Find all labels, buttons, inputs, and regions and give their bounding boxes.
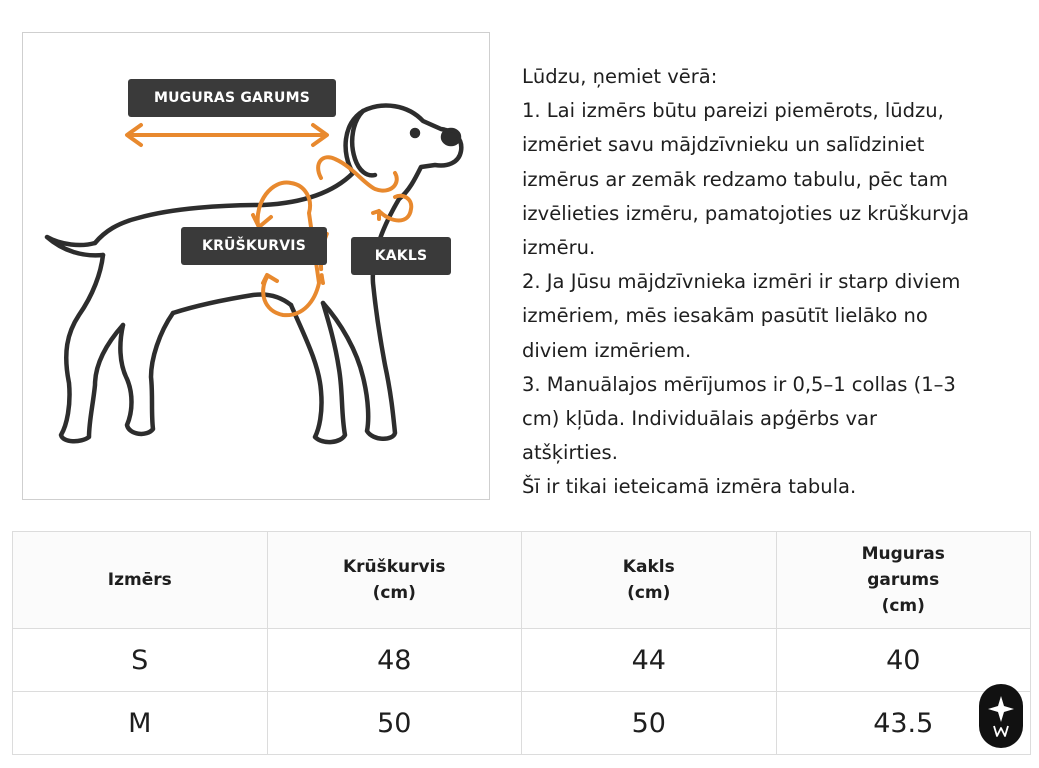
cell-back: 40 xyxy=(776,629,1031,692)
sparkle-icon xyxy=(986,692,1016,740)
notes-line: diviem izmēriem. xyxy=(522,338,692,362)
notes-line: izmēru. xyxy=(522,236,596,260)
table-header-row xyxy=(13,532,1031,629)
notes-line: izmēriet savu mājdzīvnieku un salīdziniet xyxy=(522,133,925,157)
cell-neck: 44 xyxy=(522,629,777,692)
notes-line: 3. Manuālajos mērījumos ir 0,5–1 collas (1–3 xyxy=(522,372,956,396)
cell-neck: 50 xyxy=(522,692,777,755)
notes-line: izmēriem, mēs iesakām pasūtīt lielāko no xyxy=(522,304,928,328)
notes-line: izvēlieties izmēru, pamatojoties uz krūškurvja xyxy=(522,201,970,225)
size-notes xyxy=(522,60,1037,505)
notes-line: cm) kļūda. Individuālais apģērbs var xyxy=(522,407,877,431)
cell-chest: 50 xyxy=(267,692,522,755)
measurement-diagram xyxy=(22,32,490,500)
neck-label: KAKLS xyxy=(351,237,451,275)
notes-line: 2. Ja Jūsu mājdzīvnieka izmēri ir starp diviem xyxy=(522,270,961,294)
header-neck: Kakls (cm) xyxy=(522,532,777,629)
notes-line: Šī ir tikai ieteicamā izmēra tabula. xyxy=(522,475,857,499)
cell-back: 43.5 xyxy=(776,692,1031,755)
header-chest: Krūškurvis (cm) xyxy=(267,532,522,629)
header-back-length: Muguras garums (cm) xyxy=(776,532,1031,629)
sparkle-logo-icon[interactable] xyxy=(979,684,1023,748)
back-length-label: MUGURAS GARUMS xyxy=(128,79,336,117)
cell-size: M xyxy=(13,692,268,755)
cell-size: S xyxy=(13,629,268,692)
notes-line: atšķirties. xyxy=(522,441,618,465)
notes-line: izmērus ar zemāk redzamo tabulu, pēc tam xyxy=(522,167,948,191)
table-row xyxy=(13,692,1031,755)
header-size: Izmērs xyxy=(13,532,268,629)
table-row xyxy=(13,629,1031,692)
size-table xyxy=(12,531,1031,755)
chest-label: KRŪŠKURVIS xyxy=(181,227,327,265)
notes-line: Lūdzu, ņemiet vērā: xyxy=(522,65,718,88)
notes-line: 1. Lai izmērs būtu pareizi piemērots, lūdzu, xyxy=(522,99,944,123)
cell-chest: 48 xyxy=(267,629,522,692)
